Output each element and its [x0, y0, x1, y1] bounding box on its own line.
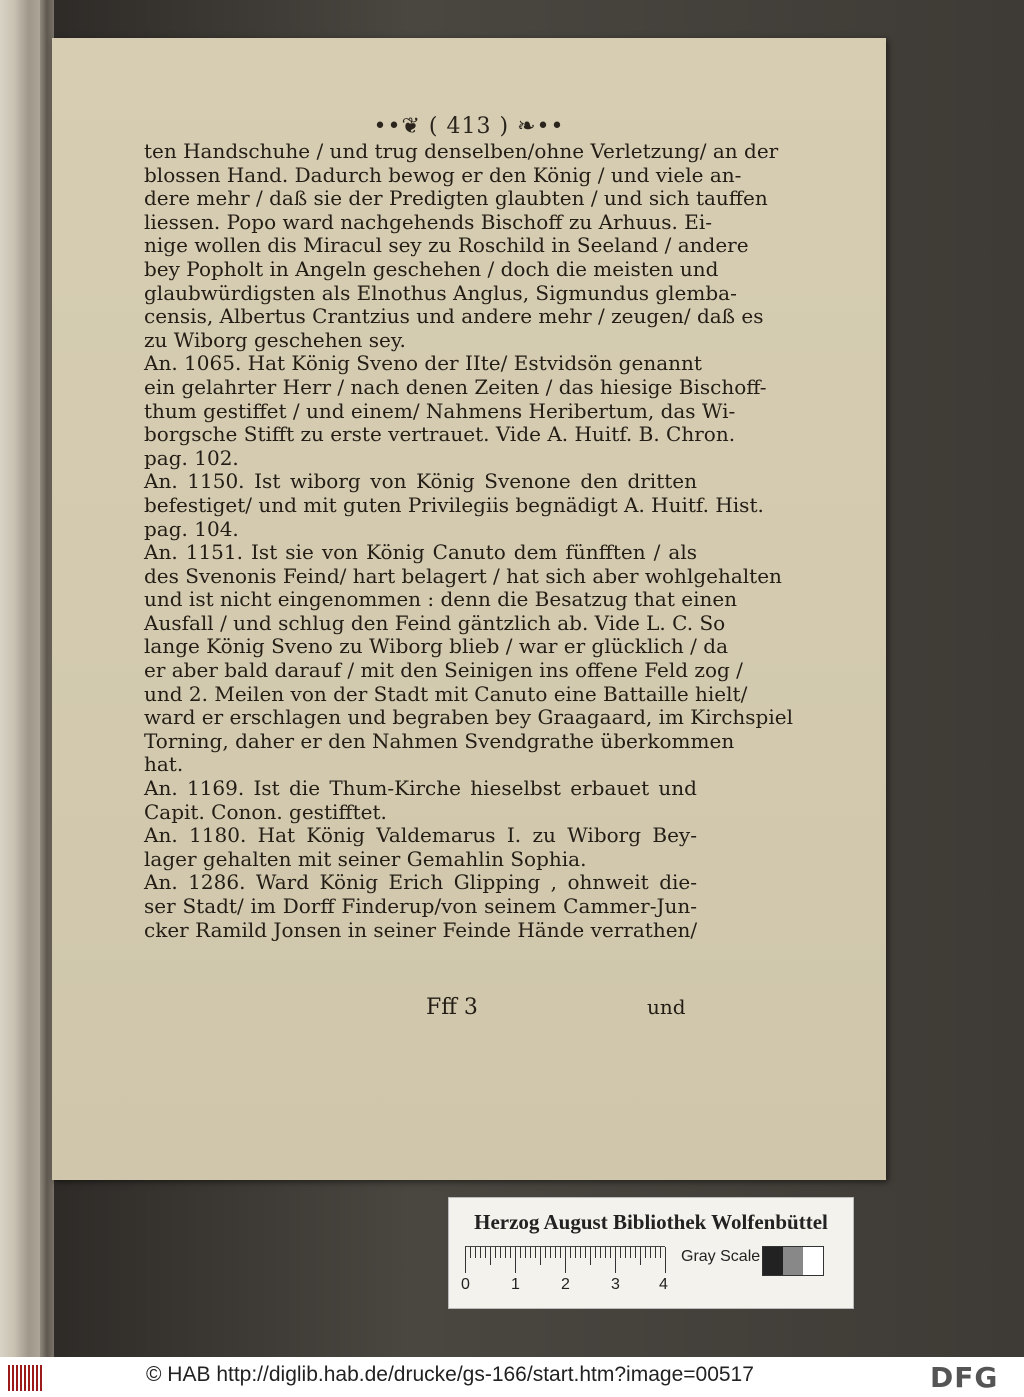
footer-bar: [0, 1357, 1024, 1397]
ruler-number: 1: [511, 1276, 520, 1293]
ruler-tick: [525, 1247, 526, 1258]
ruler-tick: [605, 1247, 606, 1258]
ruler-tick: [660, 1247, 661, 1258]
text-line: lager gehalten mit seiner Gemahlin Sophia.: [144, 846, 587, 871]
text-line: thum gestiffet / und einem/ Nahmens Heribertum, das Wi-: [144, 398, 736, 423]
text-line: An. 1286. Ward König Erich Glipping , ohnweit die-: [144, 870, 697, 895]
text-line: hat.: [144, 752, 184, 777]
catchword: und: [647, 995, 686, 1019]
gray-scale-label: Gray Scale: [681, 1248, 761, 1265]
text-line: An. 1065. Hat König Sveno der IIte/ Estvidsön genannt: [144, 351, 702, 376]
text-block: [144, 139, 793, 942]
ruler-scale: [465, 1246, 665, 1277]
ruler-tick: [625, 1247, 626, 1258]
text-line: Ausfall / und schlug den Feind gäntzlich ab. Vide L. C. So: [144, 610, 726, 635]
ruler-tick: [585, 1247, 586, 1258]
text-line: pag. 104.: [144, 516, 239, 541]
ruler-tick: [470, 1247, 471, 1258]
ruler-tick: [570, 1247, 571, 1258]
text-line: An. 1180. Hat König Valdemarus I. zu Wiborg Bey-: [144, 823, 697, 848]
text-line: er aber bald darauf / mit den Seinigen ins offene Feld zog /: [144, 658, 743, 683]
text-line: lange König Sveno zu Wiborg blieb / war er glücklich / da: [144, 634, 728, 659]
ruler-tick: [540, 1247, 541, 1265]
ruler-tick: [465, 1247, 466, 1273]
text-line: pag. 102.: [144, 445, 239, 470]
ruler-tick: [575, 1247, 576, 1258]
ruler-tick: [590, 1247, 591, 1265]
ruler-tick: [535, 1247, 536, 1258]
text-line: borgsche Stifft zu erste vertrauet. Vide A. Huitf. B. Chron.: [144, 422, 736, 447]
ruler-number: 3: [611, 1276, 620, 1293]
signature-mark: Fff 3: [426, 995, 478, 1020]
text-line: liessen. Popo ward nachgehends Bischoff zu Arhuus. Ei-: [144, 209, 712, 234]
text-line: censis, Albertus Crantzius und andere mehr / zeugen/ daß es: [144, 304, 764, 329]
ruler-tick: [565, 1247, 566, 1273]
ruler-tick: [650, 1247, 651, 1258]
dfg-logo: DFG: [930, 1361, 999, 1394]
ruler-tick: [615, 1247, 616, 1273]
text-line: zu Wiborg geschehen sey.: [144, 327, 406, 352]
ruler-number: 2: [561, 1276, 570, 1293]
text-line: ser Stadt/ im Dorff Finderup/von seinem Cammer-Jun-: [144, 894, 697, 918]
hab-barcode-icon: [8, 1365, 42, 1391]
ruler-tick: [640, 1247, 641, 1265]
ruler-tick: [490, 1247, 491, 1265]
ruler-number: 0: [461, 1276, 470, 1293]
ruler-tick: [580, 1247, 581, 1258]
text-line: blossen Hand. Dadurch bewog er den König / und viele an-: [144, 162, 742, 187]
ruler-tick: [505, 1247, 506, 1258]
ruler-tick: [655, 1247, 656, 1258]
text-line: ein gelahrter Herr / nach denen Zeiten / das hiesige Bischoff-: [144, 374, 767, 399]
ruler-tick: [595, 1247, 596, 1258]
ruler-number: 4: [659, 1276, 668, 1293]
text-line: An. 1150. Ist wiborg von König Svenone den dritten: [144, 469, 697, 494]
ruler-tick: [495, 1247, 496, 1258]
ruler-tick: [550, 1247, 551, 1258]
ruler-tick: [665, 1247, 666, 1273]
ruler-tick: [600, 1247, 601, 1258]
ruler-tick: [610, 1247, 611, 1258]
text-line: befestiget/ und mit guten Privilegiis begnädigt A. Huitf. Hist.: [144, 492, 764, 517]
ruler-tick: [635, 1247, 636, 1258]
text-line: An. 1151. Ist sie von König Canuto dem fünfften / als: [144, 540, 697, 565]
text-line: cker Ramild Jonsen in seiner Feinde Hände verrathen/: [144, 917, 698, 942]
ruler-tick: [485, 1247, 486, 1258]
ruler-tick: [555, 1247, 556, 1258]
library-name: Herzog August Bibliothek Wolfenbüttel: [474, 1210, 828, 1234]
ruler-tick: [560, 1247, 561, 1258]
text-line: nige wollen dis Miracul sey zu Roschild in Seeland / andere: [144, 233, 749, 258]
ruler-tick: [645, 1247, 646, 1258]
ruler-tick: [530, 1247, 531, 1258]
copyright-link[interactable]: © HAB http://diglib.hab.de/drucke/gs-166/start.htm?image=00517: [146, 1363, 754, 1386]
book-page: [52, 38, 886, 1180]
text-line: und ist nicht eingenommen : denn die Besatzug that einen: [144, 587, 738, 612]
ruler-tick: [515, 1247, 516, 1273]
ruler-tick: [510, 1247, 511, 1258]
text-line: glaubwürdigsten als Elnothus Anglus, Sigmundus glemba-: [144, 280, 737, 305]
ruler-tick: [630, 1247, 631, 1258]
ruler-tick: [500, 1247, 501, 1258]
gray-scale-swatch: [762, 1246, 824, 1276]
ruler-tick: [475, 1247, 476, 1258]
text-line: An. 1169. Ist die Thum-Kirche hieselbst erbauet und: [144, 776, 697, 801]
text-line: ten Handschuhe / und trug denselben/ohne Verletzung/ an der: [144, 139, 779, 163]
text-line: ward er erschlagen und begraben bey Graagaard, im Kirchspiel: [144, 705, 793, 730]
ruler-tick: [480, 1247, 481, 1258]
ruler-tick: [520, 1247, 521, 1258]
text-line: bey Popholt in Angeln geschehen / doch die meisten und: [144, 256, 719, 281]
ruler-tick: [545, 1247, 546, 1258]
text-line: des Svenonis Feind/ hart belagert / hat sich aber wohlgehalten: [144, 563, 782, 588]
text-line: und 2. Meilen von der Stadt mit Canuto eine Battaille hielt/: [144, 681, 748, 706]
page-header: ••❦ ( 413 ) ❧••: [373, 114, 565, 139]
text-line: Torning, daher er den Nahmen Svendgrathe überkommen: [144, 728, 735, 753]
text-line: dere mehr / daß sie der Predigten glaubten / und sich tauffen: [144, 186, 768, 211]
color-calibration-card: [448, 1197, 854, 1309]
text-line: Capit. Conon. gestifftet.: [144, 799, 387, 824]
ruler-tick: [620, 1247, 621, 1258]
